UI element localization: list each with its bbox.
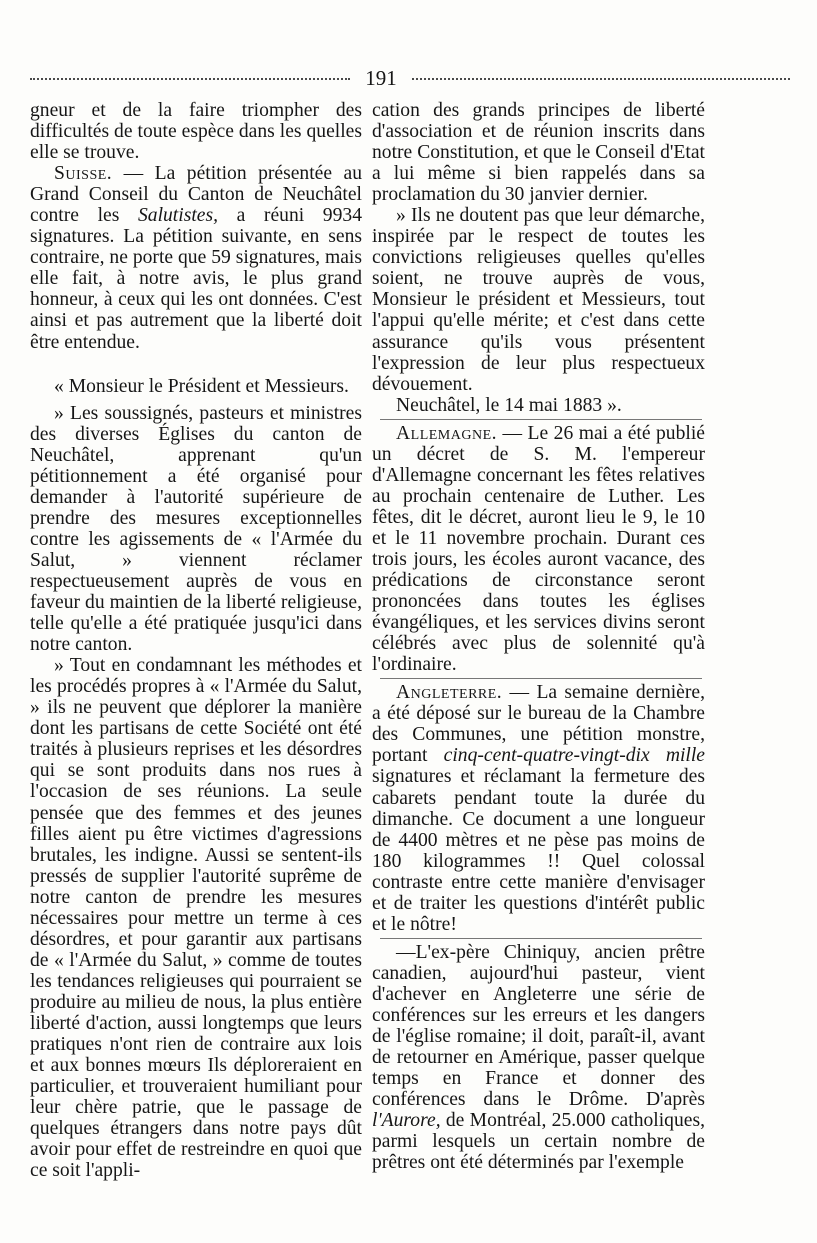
- petition-paragraph-3: » Ils ne doutent pas que leur démarche, inspirée par le respect de toutes les convictions religieuses quelles qu'elles soient, ne trouve auprès de vous, Monsieur le président et Messieurs, tout l'appui qu'elle mérite; et c'est dans cette assurance qu'ils vous présentent l'expression de leur plus respectueux dévouement.: [372, 205, 705, 395]
- paragraph-text: — Le 26 mai a été publié un décret de S. M. l'empereur d'Allemagne concernant les fêtes relatives au prochain centenaire de Luther. Les fêtes, dit le décret, auront lieu le 9, le 10 et le 11 novembre prochain. Durant ces trois jours, les écoles auront vacance, des prédications de circonstance seront prononcées dans toutes les églises évangéliques, et les services divins seront célébrés avec plus de solennité qu'à l'ordinaire.: [372, 422, 705, 676]
- petition-signature: Neuchâtel, le 14 mai 1883 ».: [396, 394, 622, 416]
- section-divider: [380, 678, 702, 679]
- section-label-suisse: Suisse.: [54, 163, 113, 185]
- header-rule-left: [30, 78, 350, 80]
- italic-term: l'Aurore,: [372, 1110, 441, 1132]
- paragraph-allemagne: [372, 423, 705, 676]
- paragraph-text: a réuni 9934 signatures. La pétition suivante, en sens contraire, ne porte que 59 signatures, mais elle fait, à notre avis, le plus grand honneur, à ceux qui les ont données. C'est ainsi et pas autrement que la liberté doit être entendue.: [30, 205, 362, 353]
- section-divider: [380, 938, 702, 939]
- section-label-allemagne: Allemagne.: [396, 422, 498, 444]
- petition-paragraph-2: » Tout en condamnant les méthodes et les procédés propres à « l'Armée du Salut, » ils ne peuvent que déplorer la manière dont les partisans de cette Société ont été traités à plusieurs reprises et les désordres qui se sont produits dans nos rues à l'occasion de ses réunions. La seule pensée que des femmes et des jeunes filles aient pu être victimes d'agressions brutales, les indigne. Aussi se sentent-ils pressés de supplier l'autorité suprême de notre canton de prendre les mesures nécessaires pour mettre un terme à ces désordres, et pour garantir aux partisans de « l'Armée du Salut, » comme de toutes les tendances religieuses qui pourraient se produire au milieu de nous, la plus entière liberté d'action, aussi longtemps que leurs pratiques n'ont rien de contraire aux lois et aux bonnes mœurs Ils déploreraient en particulier, et trouveraient humiliant pour leur chère patrie, que le passage de quelques étrangers dans notre pays dût avoir pour effet de restreindre en quoi que ce soit l'appli-: [30, 655, 362, 1182]
- italic-term: Salutistes,: [137, 205, 218, 227]
- petition-paragraph-1: » Les soussignés, pasteurs et ministres des diverses Églises du canton de Neuchâtel, apprenant qu'un pétitionnement a été organisé pour demander à l'autorité supérieure de prendre des mesures exceptionnelles contre les agissements de « l'Armée du Salut, » viennent réclamer respectueusement auprès de vous en faveur du maintien de la liberté religieuse, telle qu'elle a été pratiquée jusqu'ici dans notre canton.: [30, 402, 362, 656]
- petition-salutation: « Monsieur le Président et Messieurs.: [54, 375, 349, 397]
- paragraph-text: — La pétition présentée au Grand Conseil du Canton de Neuchâtel contre les: [30, 163, 362, 227]
- paragraph-text: de Montréal, 25.000 catholiques, parmi lesquels un certain nombre de prêtres ont été déterminés par l'exemple: [372, 1110, 705, 1174]
- paragraph-text: — La semaine dernière, a été déposé sur le bureau de la Chambre des Communes, une pétition monstre, portant: [372, 682, 705, 767]
- petition-paragraph-continuation: cation des grands principes de liberté d'association et de réunion inscrits dans notre Constitution, et que le Conseil d'Etat a lui même si bien rappelés dans sa proclamation du 30 janvier dernier.: [372, 100, 705, 206]
- paragraph-chiniquy: [372, 942, 705, 1174]
- section-label-angleterre: Angleterre.: [396, 682, 503, 704]
- paragraph-angleterre: [372, 682, 705, 935]
- paragraph-text: signatures et réclamant la fermeture des cabarets pendant toute la durée du dimanche. Ce document a une longueur de 4400 mètres et ne pèse pas moins de 180 kilogrammes !! Quel colossal contraste entre cette manière d'envisager et de traiter les questions d'intérêt public et le nôtre!: [372, 766, 705, 935]
- left-column: [30, 100, 362, 1181]
- right-column: [372, 100, 705, 1173]
- page-header: [30, 64, 790, 92]
- section-divider: [380, 419, 702, 420]
- header-rule-right: [412, 78, 790, 80]
- paragraph-text: —L'ex-père Chiniquy, ancien prêtre canadien, aujourd'hui pasteur, vient d'achever en Angleterre une série de conférences sur les erreurs et les dangers de l'église romaine; il doit, paraît-il, avant de retourner en Amérique, passer quelque temps en France et donner des conférences dans le Drôme. D'après: [372, 941, 705, 1111]
- paragraph-suisse: [30, 163, 362, 352]
- page-number: 191: [365, 66, 397, 90]
- paragraph-continuation: gneur et de la faire triompher des difficultés de toute espèce dans les quelles elle se trouve.: [30, 100, 362, 164]
- italic-term: cinq-cent-quatre-vingt-dix mille: [443, 745, 705, 767]
